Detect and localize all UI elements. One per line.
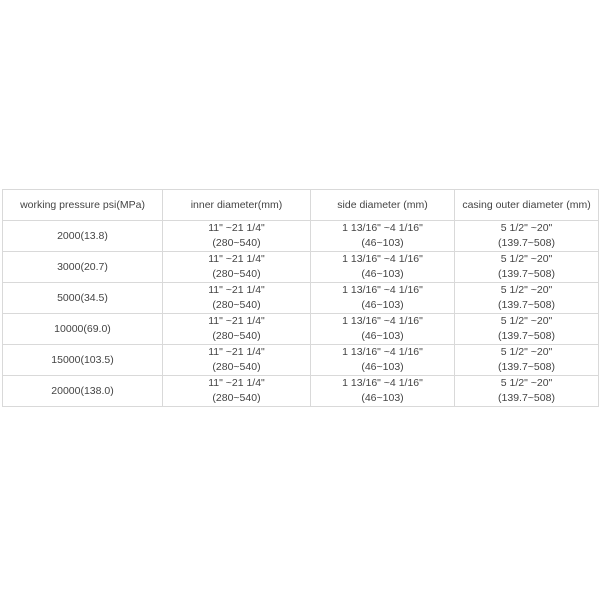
header-inner-diameter: inner diameter(mm) [163,190,311,221]
pressure-cell: 2000(13.8) [3,221,163,252]
casing-diameter-cell [455,221,599,252]
side-diameter-mm: (46~103) [361,361,404,373]
side-diameter-cell [311,283,455,314]
side-diameter-inch: 1 13/16" ~4 1/16" [342,222,423,234]
inner-diameter-mm: (280~540) [212,237,261,249]
side-diameter-cell [311,221,455,252]
header-casing-outer-diameter: casing outer diameter (mm) [455,190,599,221]
casing-diameter-cell [455,345,599,376]
table-row [3,345,599,376]
casing-diameter-mm: (139.7~508) [498,268,555,280]
side-diameter-mm: (46~103) [361,237,404,249]
casing-diameter-mm: (139.7~508) [498,237,555,249]
pressure-cell: 20000(138.0) [3,376,163,407]
inner-diameter-inch: 11" ~21 1/4" [208,253,265,265]
inner-diameter-inch: 11" ~21 1/4" [208,377,265,389]
side-diameter-inch: 1 13/16" ~4 1/16" [342,284,423,296]
table-row [3,283,599,314]
side-diameter-inch: 1 13/16" ~4 1/16" [342,253,423,265]
side-diameter-inch: 1 13/16" ~4 1/16" [342,346,423,358]
side-diameter-cell [311,314,455,345]
side-diameter-cell [311,252,455,283]
casing-diameter-inch: 5 1/2" ~20" [500,222,553,234]
casing-diameter-cell [455,283,599,314]
pressure-cell: 5000(34.5) [3,283,163,314]
side-diameter-inch: 1 13/16" ~4 1/16" [342,315,423,327]
inner-diameter-mm: (280~540) [212,330,261,342]
side-diameter-mm: (46~103) [361,268,404,280]
inner-diameter-inch: 11" ~21 1/4" [208,222,265,234]
casing-diameter-cell [455,314,599,345]
inner-diameter-cell [163,345,311,376]
casing-diameter-mm: (139.7~508) [498,361,555,373]
header-side-diameter: side diameter (mm) [311,190,455,221]
inner-diameter-mm: (280~540) [212,268,261,280]
casing-diameter-inch: 5 1/2" ~20" [500,346,553,358]
casing-diameter-cell [455,252,599,283]
inner-diameter-mm: (280~540) [212,361,261,373]
table-row [3,252,599,283]
side-diameter-mm: (46~103) [361,299,404,311]
casing-diameter-mm: (139.7~508) [498,299,555,311]
casing-diameter-mm: (139.7~508) [498,330,555,342]
casing-diameter-inch: 5 1/2" ~20" [500,253,553,265]
side-diameter-mm: (46~103) [361,392,404,404]
side-diameter-mm: (46~103) [361,330,404,342]
pressure-cell: 3000(20.7) [3,252,163,283]
inner-diameter-cell [163,376,311,407]
pressure-cell: 10000(69.0) [3,314,163,345]
spec-table [2,189,599,407]
casing-diameter-mm: (139.7~508) [498,392,555,404]
inner-diameter-cell [163,283,311,314]
inner-diameter-inch: 11" ~21 1/4" [208,346,265,358]
inner-diameter-inch: 11" ~21 1/4" [208,315,265,327]
casing-diameter-inch: 5 1/2" ~20" [500,377,553,389]
inner-diameter-mm: (280~540) [212,299,261,311]
inner-diameter-cell [163,252,311,283]
table-row [3,376,599,407]
pressure-cell: 15000(103.5) [3,345,163,376]
header-working-pressure: working pressure psi(MPa) [3,190,163,221]
header-row [3,190,599,221]
casing-diameter-inch: 5 1/2" ~20" [500,284,553,296]
inner-diameter-cell [163,221,311,252]
casing-diameter-inch: 5 1/2" ~20" [500,315,553,327]
side-diameter-cell [311,376,455,407]
table-row [3,221,599,252]
inner-diameter-cell [163,314,311,345]
side-diameter-cell [311,345,455,376]
inner-diameter-inch: 11" ~21 1/4" [208,284,265,296]
side-diameter-inch: 1 13/16" ~4 1/16" [342,377,423,389]
casing-diameter-cell [455,376,599,407]
inner-diameter-mm: (280~540) [212,392,261,404]
table-row [3,314,599,345]
